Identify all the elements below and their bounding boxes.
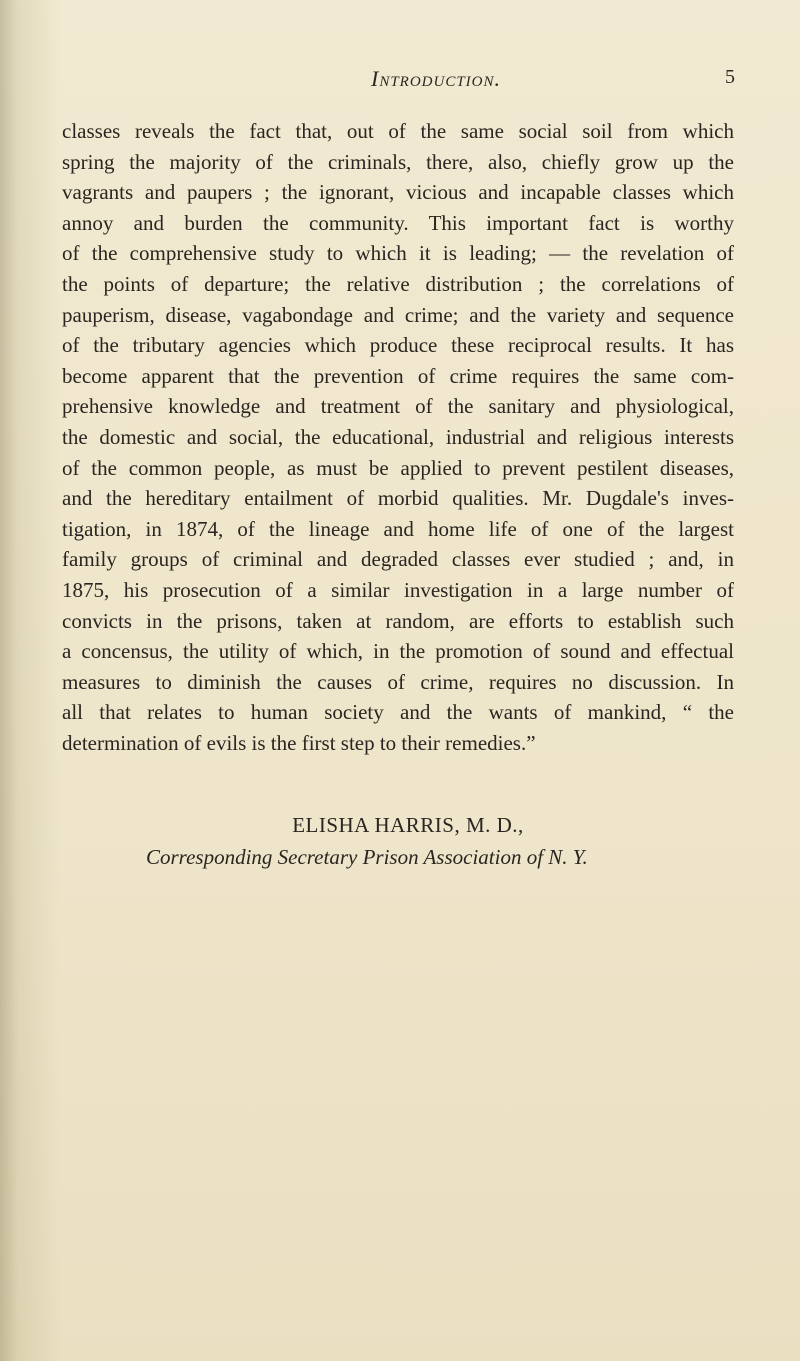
text-line: a concensus, the utility of which, in the promotion of sound and effectual: [62, 639, 734, 664]
text-line: the domestic and social, the educational, industrial and religious interests: [62, 424, 734, 449]
text-line: measures to diminish the causes of crime, requires no discussion. In: [62, 669, 734, 694]
text-line: all that relates to human society and the wants of mankind, “ the: [62, 700, 734, 725]
text-line: and the hereditary entailment of morbid qualities. Mr. Dugdale's inves-: [62, 486, 734, 511]
page-number: 5: [725, 66, 735, 88]
text-line: determination of evils is the first step to their remedies.”: [62, 730, 536, 755]
text-line: pauperism, disease, vagabondage and crime; and the variety and sequence: [62, 302, 734, 327]
text-line: of the comprehensive study to which it is leading; — the revelation of: [62, 241, 734, 266]
text-line: annoy and burden the community. This important fact is worthy: [62, 210, 734, 235]
text-line: classes reveals the fact that, out of the same social soil from which: [62, 119, 734, 143]
running-head: [0, 66, 800, 96]
text-line: prehensive knowledge and treatment of the sanitary and physiological,: [62, 394, 734, 419]
text-line: vagrants and paupers ; the ignorant, vicious and incapable classes which: [62, 180, 734, 205]
text-line: the points of departure; the relative distribution ; the correlations of: [62, 271, 734, 296]
body-paragraph: [62, 116, 734, 758]
text-line: of the common people, as must be applied to prevent pestilent diseases,: [62, 455, 734, 480]
signature-name: ELISHA HARRIS, M. D.,: [292, 813, 524, 837]
text-line: of the tributary agencies which produce these reciprocal results. It has: [62, 333, 734, 358]
text-line: family groups of criminal and degraded classes ever studied ; and, in: [62, 547, 734, 572]
signature-title: Corresponding Secretary Prison Association of N. Y.: [146, 845, 588, 869]
text-line: tigation, in 1874, of the lineage and home life of one of the largest: [62, 516, 734, 541]
text-line: 1875, his prosecution of a similar investigation in a large number of: [62, 577, 734, 602]
text-line: convicts in the prisons, taken at random, are efforts to establish such: [62, 608, 734, 633]
text-line: become apparent that the prevention of crime requires the same com-: [62, 363, 734, 388]
text-line: spring the majority of the criminals, there, also, chiefly grow up the: [62, 149, 734, 174]
running-title: Introduction.: [371, 66, 502, 91]
